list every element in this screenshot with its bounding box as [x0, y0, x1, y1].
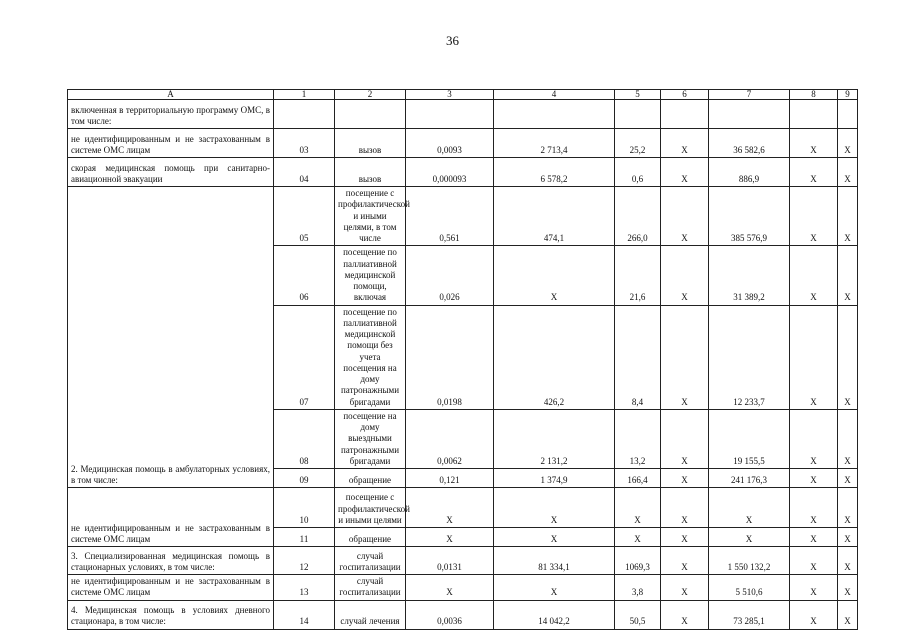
cell-col9: Х — [838, 600, 858, 629]
col-header-6: 6 — [661, 90, 709, 100]
row-line-number: 10 — [274, 488, 335, 528]
cell-col4: 6 578,2 — [494, 158, 615, 187]
row-line-number: 09 — [274, 469, 335, 488]
row-name: 2. Медицинская помощь в амбулаторных условиях, в том числе: — [68, 187, 274, 488]
cell-col7: 385 576,9 — [709, 187, 790, 246]
cell-col6 — [661, 100, 709, 129]
cell-col6: Х — [661, 246, 709, 305]
cell-col3: Х — [406, 575, 494, 601]
row-line-number: 03 — [274, 129, 335, 158]
cell-col7: 36 582,6 — [709, 129, 790, 158]
row-unit: посещение с профилактической и иными целями, в том числе — [335, 187, 406, 246]
table-row — [68, 488, 858, 528]
row-unit: посещение на дому выездными патронажными бригадами — [335, 409, 406, 468]
cell-col7: 73 285,1 — [709, 600, 790, 629]
cell-col6: Х — [661, 547, 709, 575]
cell-col8 — [790, 100, 838, 129]
col-header-7: 7 — [709, 90, 790, 100]
row-line-number: 08 — [274, 409, 335, 468]
cell-col7: 19 155,5 — [709, 409, 790, 468]
row-name: не идентифицированным и не застрахованным в системе ОМС лицам — [68, 575, 274, 601]
cell-col9: Х — [838, 528, 858, 547]
cell-col8: Х — [790, 488, 838, 528]
cell-col6: Х — [661, 575, 709, 601]
cell-col6: Х — [661, 305, 709, 409]
col-header-8: 8 — [790, 90, 838, 100]
row-line-number: 12 — [274, 547, 335, 575]
cell-col8: Х — [790, 187, 838, 246]
cell-col4: Х — [494, 488, 615, 528]
cell-col4: Х — [494, 528, 615, 547]
cell-col6: Х — [661, 158, 709, 187]
row-unit: случай госпитализации — [335, 575, 406, 601]
cell-col8: Х — [790, 129, 838, 158]
cell-col9: Х — [838, 129, 858, 158]
row-name: не идентифицированным и не застрахованным в системе ОМС лицам — [68, 129, 274, 158]
cell-col5: 0,6 — [615, 158, 661, 187]
cell-col9: Х — [838, 547, 858, 575]
cell-col5: 50,5 — [615, 600, 661, 629]
row-line-number: 11 — [274, 528, 335, 547]
page-number: 36 — [446, 33, 459, 48]
table-row — [68, 600, 858, 629]
row-unit: случай лечения — [335, 600, 406, 629]
cell-col5: 1069,3 — [615, 547, 661, 575]
row-unit: обращение — [335, 528, 406, 547]
row-line-number: 14 — [274, 600, 335, 629]
cell-col6: Х — [661, 600, 709, 629]
cell-col9: Х — [838, 575, 858, 601]
cell-col5: 3,8 — [615, 575, 661, 601]
col-header-3: 3 — [406, 90, 494, 100]
table-row — [68, 100, 858, 129]
cell-col5 — [615, 100, 661, 129]
row-name: включенная в территориальную программу ОМС, в том числе: — [68, 100, 274, 129]
data-table — [67, 89, 858, 630]
row-line-number: 05 — [274, 187, 335, 246]
row-name: 3. Специализированная медицинская помощь в стационарных условиях, в том числе: — [68, 547, 274, 575]
cell-col7: 31 389,2 — [709, 246, 790, 305]
col-header-1: 1 — [274, 90, 335, 100]
cell-col4: 2 131,2 — [494, 409, 615, 468]
cell-col8: Х — [790, 528, 838, 547]
cell-col4: 1 374,9 — [494, 469, 615, 488]
cell-col8: Х — [790, 469, 838, 488]
cell-col9: Х — [838, 158, 858, 187]
row-unit: вызов — [335, 129, 406, 158]
table-row — [68, 575, 858, 601]
cell-col8: Х — [790, 305, 838, 409]
cell-col3: 0,0093 — [406, 129, 494, 158]
cell-col8: Х — [790, 158, 838, 187]
cell-col4: 2 713,4 — [494, 129, 615, 158]
cell-col7: 886,9 — [709, 158, 790, 187]
row-unit: посещение по паллиативной медицинской помощи, включая — [335, 246, 406, 305]
cell-col8: Х — [790, 547, 838, 575]
row-line-number: 04 — [274, 158, 335, 187]
row-unit: вызов — [335, 158, 406, 187]
cell-col3: Х — [406, 488, 494, 528]
cell-col6: Х — [661, 469, 709, 488]
cell-col6: Х — [661, 488, 709, 528]
row-line-number: 07 — [274, 305, 335, 409]
cell-col6: Х — [661, 409, 709, 468]
cell-col7: Х — [709, 488, 790, 528]
cell-col9: Х — [838, 488, 858, 528]
cell-col4: 474,1 — [494, 187, 615, 246]
row-unit: обращение — [335, 469, 406, 488]
table-row — [68, 187, 858, 246]
cell-col5: 266,0 — [615, 187, 661, 246]
row-line-number: 13 — [274, 575, 335, 601]
cell-col7 — [709, 100, 790, 129]
cell-col7: 241 176,3 — [709, 469, 790, 488]
cell-col3: 0,000093 — [406, 158, 494, 187]
cell-col3: 0,0036 — [406, 600, 494, 629]
cell-col4 — [494, 100, 615, 129]
table-row — [68, 547, 858, 575]
cell-col7: 5 510,6 — [709, 575, 790, 601]
cell-col9: Х — [838, 469, 858, 488]
cell-col8: Х — [790, 600, 838, 629]
row-unit: случай госпитализации — [335, 547, 406, 575]
col-header-2: 2 — [335, 90, 406, 100]
cell-col4: Х — [494, 575, 615, 601]
row-name: скорая медицинская помощь при санитарно-авиационной эвакуации — [68, 158, 274, 187]
row-name: не идентифицированным и не застрахованным в системе ОМС лицам — [68, 488, 274, 547]
cell-col3: 0,561 — [406, 187, 494, 246]
cell-col4: 14 042,2 — [494, 600, 615, 629]
cell-col9: Х — [838, 187, 858, 246]
row-unit — [335, 100, 406, 129]
cell-col9: Х — [838, 305, 858, 409]
cell-col3: 0,0062 — [406, 409, 494, 468]
col-header-9: 9 — [838, 90, 858, 100]
cell-col3: 0,121 — [406, 469, 494, 488]
cell-col4: 426,2 — [494, 305, 615, 409]
col-header-4: 4 — [494, 90, 615, 100]
cell-col5: 25,2 — [615, 129, 661, 158]
cell-col7: 1 550 132,2 — [709, 547, 790, 575]
cell-col6: Х — [661, 187, 709, 246]
cell-col7: Х — [709, 528, 790, 547]
cell-col6: Х — [661, 129, 709, 158]
cell-col3 — [406, 100, 494, 129]
col-header-5: 5 — [615, 90, 661, 100]
cell-col5: Х — [615, 528, 661, 547]
cell-col8: Х — [790, 246, 838, 305]
cell-col5: 21,6 — [615, 246, 661, 305]
cell-col8: Х — [790, 409, 838, 468]
table-header-row — [68, 90, 858, 100]
cell-col3: 0,026 — [406, 246, 494, 305]
row-unit: посещение по паллиативной медицинской помощи без учета посещения на дому патронажными бригадами — [335, 305, 406, 409]
cell-col5: 8,4 — [615, 305, 661, 409]
cell-col4: 81 334,1 — [494, 547, 615, 575]
row-unit: посещение с профилактической и иными целями — [335, 488, 406, 528]
cell-col9: Х — [838, 246, 858, 305]
row-line-number: 06 — [274, 246, 335, 305]
cell-col5: 166,4 — [615, 469, 661, 488]
cell-col3: 0,0198 — [406, 305, 494, 409]
cell-col6: Х — [661, 528, 709, 547]
cell-col5: 13,2 — [615, 409, 661, 468]
cell-col9: Х — [838, 409, 858, 468]
cell-col4: Х — [494, 246, 615, 305]
cell-col5: Х — [615, 488, 661, 528]
cell-col3: Х — [406, 528, 494, 547]
row-name: 4. Медицинская помощь в условиях дневного стационара, в том числе: — [68, 600, 274, 629]
cell-col7: 12 233,7 — [709, 305, 790, 409]
row-line-number — [274, 100, 335, 129]
col-header-a: А — [68, 90, 274, 100]
cell-col8: Х — [790, 575, 838, 601]
table-row — [68, 158, 858, 187]
cell-col3: 0,0131 — [406, 547, 494, 575]
table-row — [68, 129, 858, 158]
cell-col9 — [838, 100, 858, 129]
